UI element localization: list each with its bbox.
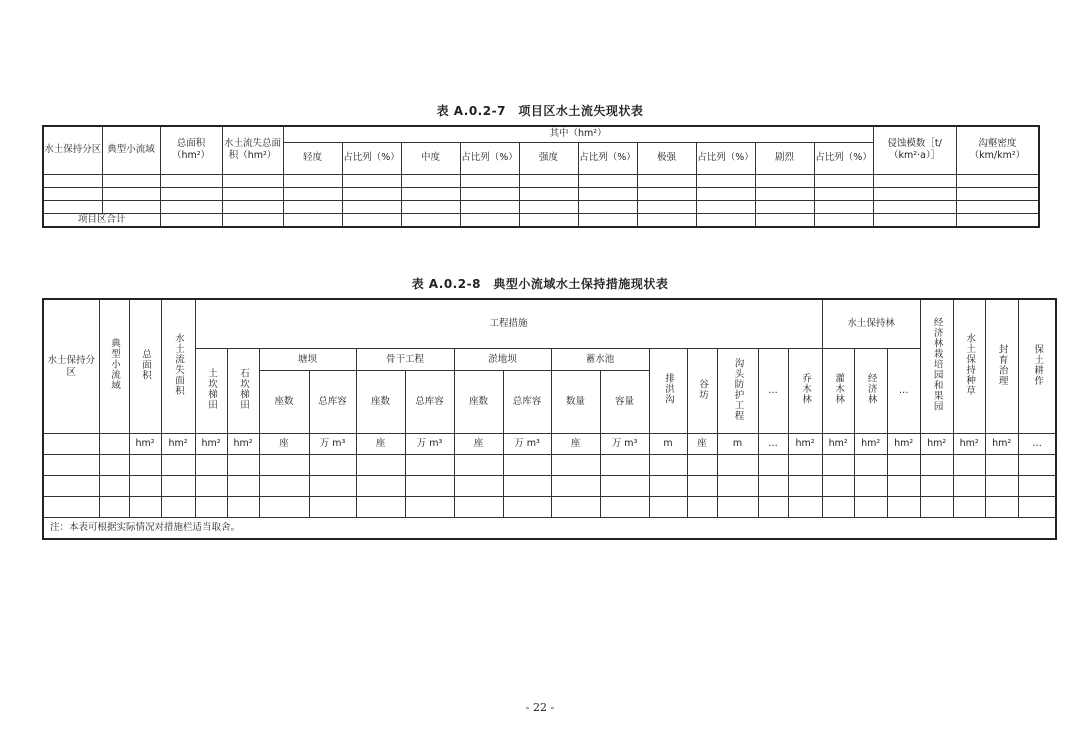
unit-cell: 万 m³ bbox=[309, 434, 356, 455]
header-closure: 封育治理 bbox=[985, 299, 1018, 434]
unit-cell: … bbox=[1018, 434, 1056, 455]
header-sub: 剧烈 bbox=[755, 142, 814, 174]
header-other-ellipsis: … bbox=[887, 349, 920, 434]
unit-cell: 座 bbox=[687, 434, 717, 455]
header-grass: 水土保持种草 bbox=[953, 299, 985, 434]
unit-cell: hm² bbox=[822, 434, 854, 455]
unit-cell: hm² bbox=[854, 434, 887, 455]
unit-cell: 万 m³ bbox=[405, 434, 454, 455]
table-row bbox=[43, 455, 1056, 476]
header-volume: 容量 bbox=[600, 371, 649, 434]
header-gully-density: 沟壑密度（km/km²） bbox=[956, 126, 1039, 174]
header-sub: 中度 bbox=[401, 142, 460, 174]
unit-cell: hm² bbox=[129, 434, 161, 455]
header-seat: 座数 bbox=[259, 371, 309, 434]
unit-cell: 座 bbox=[259, 434, 309, 455]
table-row bbox=[43, 174, 1039, 187]
header-engineering: 工程措施 bbox=[195, 299, 822, 349]
unit-cell: … bbox=[758, 434, 788, 455]
header-gully-check: 谷坊 bbox=[687, 349, 717, 434]
header-district: 水土保持分区 bbox=[43, 126, 102, 174]
header-sub: 占比列（%） bbox=[814, 142, 873, 174]
soil-conservation-measures-table bbox=[42, 298, 1057, 540]
table1-caption: 表 A.0.2-7 项目区水土流失现状表 bbox=[436, 104, 644, 118]
header-erosion-modulus: 侵蚀模数［t/（km²·a）］ bbox=[873, 126, 956, 174]
header-seat: 座数 bbox=[454, 371, 503, 434]
total-label: 项目区合计 bbox=[43, 213, 160, 227]
unit-cell: m bbox=[717, 434, 758, 455]
header-tillage: 保土耕作 bbox=[1018, 299, 1056, 434]
soil-erosion-status-table bbox=[42, 125, 1040, 228]
unit-cell: hm² bbox=[195, 434, 227, 455]
table2-caption: 表 A.0.2-8 典型小流域水土保持措施现状表 bbox=[411, 277, 669, 291]
table-row bbox=[43, 200, 1039, 213]
header-reservoir: 蓄水池 bbox=[551, 349, 649, 371]
unit-cell: 万 m³ bbox=[503, 434, 551, 455]
unit-cell: 座 bbox=[454, 434, 503, 455]
header-loss-area: 水土流失总面积（hm²） bbox=[222, 126, 283, 174]
header-sub: 轻度 bbox=[283, 142, 342, 174]
header-sub: 极强 bbox=[637, 142, 696, 174]
unit-cell: 座 bbox=[551, 434, 600, 455]
unit-cell: hm² bbox=[953, 434, 985, 455]
unit-cell: hm² bbox=[161, 434, 195, 455]
header-terrace-stone: 石坎梯田 bbox=[227, 349, 259, 434]
unit-cell: hm² bbox=[788, 434, 822, 455]
header-pond-dam: 塘坝 bbox=[259, 349, 356, 371]
page-number: - 22 - bbox=[525, 701, 555, 714]
table-note: 注：本表可根据实际情况对措施栏适当取舍。 bbox=[43, 518, 1056, 539]
header-seat: 座数 bbox=[356, 371, 405, 434]
table-row bbox=[43, 476, 1056, 497]
unit-cell: 万 m³ bbox=[600, 434, 649, 455]
header-loss-area: 水土流失面积 bbox=[161, 299, 195, 434]
unit-cell: hm² bbox=[887, 434, 920, 455]
header-econ-orchard: 经济林栽培园和果园 bbox=[920, 299, 953, 434]
header-count: 数量 bbox=[551, 371, 600, 434]
header-arbor: 乔木林 bbox=[788, 349, 822, 434]
header-total-area: 总面积 bbox=[129, 299, 161, 434]
header-forest: 水土保持林 bbox=[822, 299, 920, 349]
header-sub: 占比列（%） bbox=[578, 142, 637, 174]
header-capacity: 总库容 bbox=[503, 371, 551, 434]
unit-cell: m bbox=[649, 434, 687, 455]
unit-row-blank bbox=[99, 434, 129, 455]
table-row bbox=[43, 187, 1039, 200]
header-ellipsis: … bbox=[758, 349, 788, 434]
header-district: 水土保持分区 bbox=[43, 299, 99, 434]
header-terrace-soil: 土坎梯田 bbox=[195, 349, 227, 434]
table-row bbox=[43, 213, 1039, 227]
header-sub: 强度 bbox=[519, 142, 578, 174]
header-sub: 占比列（%） bbox=[460, 142, 519, 174]
unit-cell: hm² bbox=[985, 434, 1018, 455]
header-econ: 经济林 bbox=[854, 349, 887, 434]
header-sub: 占比列（%） bbox=[342, 142, 401, 174]
header-total-area: 总面积（hm²） bbox=[160, 126, 222, 174]
header-gully-head: 沟头防护工程 bbox=[717, 349, 758, 434]
unit-cell: hm² bbox=[227, 434, 259, 455]
header-key-dam: 骨干工程 bbox=[356, 349, 454, 371]
header-group: 其中（hm²） bbox=[283, 126, 873, 142]
header-sub: 占比列（%） bbox=[696, 142, 755, 174]
unit-cell: 座 bbox=[356, 434, 405, 455]
header-capacity: 总库容 bbox=[405, 371, 454, 434]
header-drainage: 排洪沟 bbox=[649, 349, 687, 434]
header-shrub: 灌木林 bbox=[822, 349, 854, 434]
header-capacity: 总库容 bbox=[309, 371, 356, 434]
unit-row-blank bbox=[43, 434, 99, 455]
header-watershed: 典型小流域 bbox=[102, 126, 160, 174]
header-watershed: 典型小流域 bbox=[99, 299, 129, 434]
unit-cell: hm² bbox=[920, 434, 953, 455]
table-row bbox=[43, 497, 1056, 518]
header-silt-dam: 淤地坝 bbox=[454, 349, 551, 371]
